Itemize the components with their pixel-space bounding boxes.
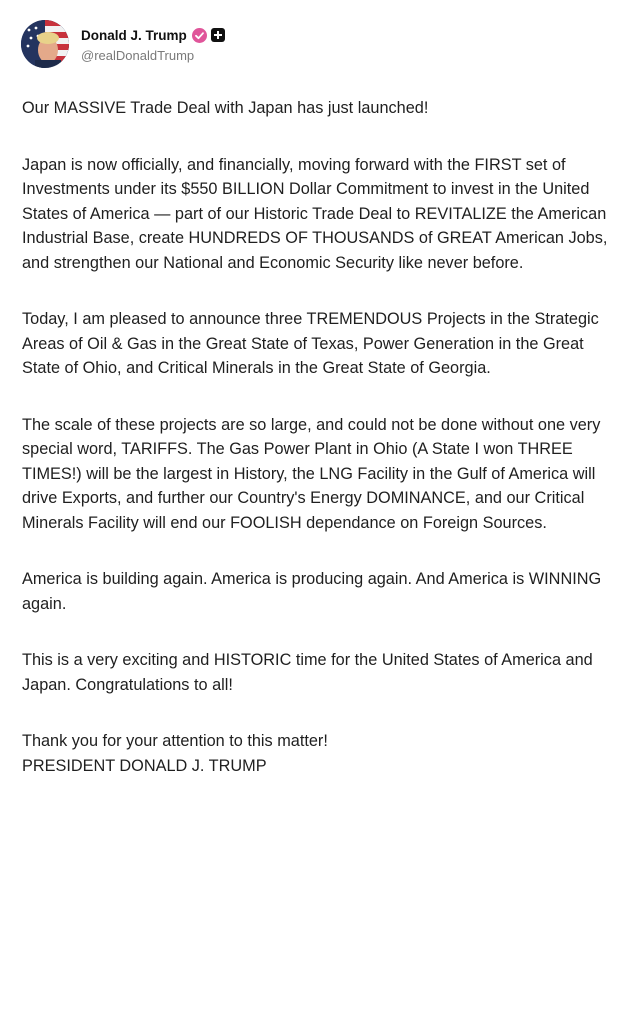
post-paragraph: Our MASSIVE Trade Deal with Japan has just launched! [22, 99, 429, 117]
post-paragraph: America is building again. America is producing again. And America is WINNING again. [22, 570, 602, 613]
flag-portrait-avatar-icon[interactable] [21, 20, 69, 68]
author-names [81, 25, 225, 63]
author-handle[interactable]: @realDonaldTrump [81, 48, 195, 63]
author-name-row [81, 25, 225, 45]
post-paragraph: The scale of these projects are so large, and could not be done without one very special word, TARIFFS. The Gas Power Plant in Ohio (A State I won THREE TIMES!) will be the largest in History, the LNG Facility in the Gulf of America will drive Exports, and further our Country's Energy DOMINANCE, and our Critical Minerals Facility will end our FOOLISH dependance on Foreign Sources. [22, 415, 601, 532]
post-paragraph: This is a very exciting and HISTORIC time for the United States of America and Japan. Congratulations to all! [22, 651, 593, 694]
post-paragraph: Today, I am pleased to announce three TREMENDOUS Projects in the Strategic Areas of Oil & Gas in the Great State of Texas, Power Generation in the Great State of Ohio, and Critical Minerals in the Great State of Georgia. [22, 310, 599, 377]
post-header [21, 19, 225, 69]
verified-check-icon [192, 28, 207, 43]
post-signature: PRESIDENT DONALD J. TRUMP [22, 756, 267, 775]
plus-badge-icon [211, 28, 225, 42]
post-paragraph: Japan is now officially, and financially, moving forward with the FIRST set of Investments under its $550 BILLION Dollar Commitment to invest in the United States of America — part of our Historic Trade Deal to REVITALIZE the American Industrial Base, create HUNDREDS OF THOUSANDS of GREAT American Jobs, and strengthen our National and Economic Security like never before. [22, 155, 608, 272]
post-closing: Thank you for your attention to this matter! [22, 732, 328, 750]
post-body [22, 96, 622, 778]
author-display-name[interactable]: Donald J. Trump [81, 27, 187, 43]
